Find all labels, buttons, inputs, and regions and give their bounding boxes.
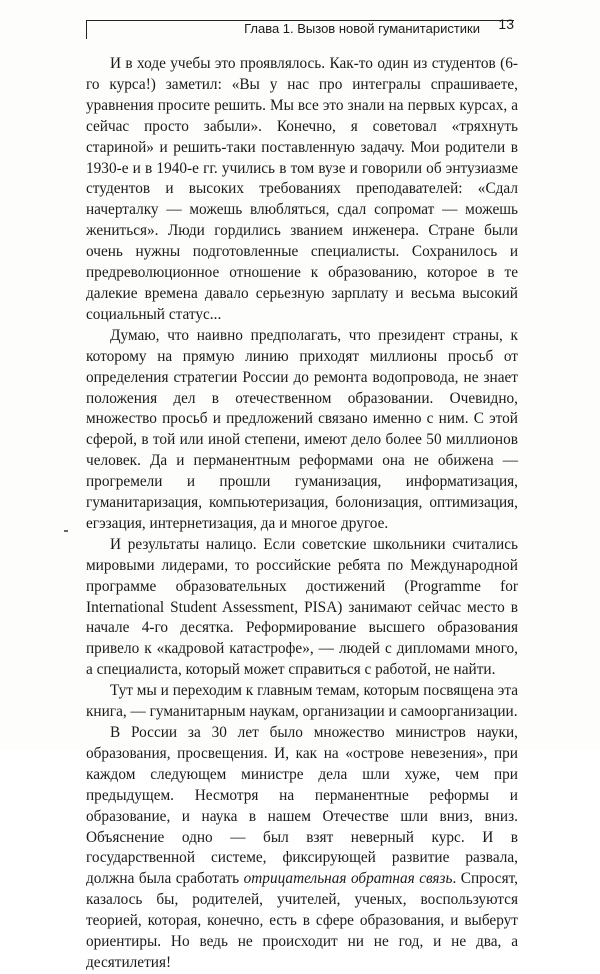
paragraph: Думаю, что наивно предполагать, что президент страны, к которому на прямую линию приходят миллионы просьб от определения стратегии России до ремонта водопровода, не знает положения дел в отечественном образовании. Очевидно, множество просьб и предложений связано именно с ним. С этой сферой, в той или иной степени, имеют дело более 50 миллионов человек. Да и перманентным реформами она не обижена — прогремели и прошли гуманизация, информатизация, гуманитаризация, компьютеризация, болонизация, оптимизация, егэзация, интернетизация, да и многое другое. — [86, 326, 518, 532]
paragraph-text: . Спросят, казалось бы, родителей, учителей, ученых, воспользуются теорией, которая, конечно, есть в сфере образования, и выберут ориентиры. Но ведь не происходит ни не год, и не два, а десятилетия! — [86, 870, 518, 971]
page-number: 13 — [498, 16, 514, 32]
margin-mark — [64, 530, 68, 532]
paragraph: И в ходе учебы это проявлялось. Как-то один из студентов (6-го курса!) заметил: «Вы у нас про интегралы спрашиваете, уравнения просите решить. Мы все это знали на первых курсах, а сейчас просто забыли». Конечно, я советовал «тряхнуть стариной» и решить-таки поставленную задачу. Мои родители в 1930-е и в 1940-е гг. учились в том вузе и говорили об энтузиазме студентов и высоких требованиях преподавателей: «Сдал начерталку — можешь влюбляться, сдал сопромат — можешь жениться». Люди гордились званием инженера. Стране были очень нужны подготовленные специалисты. Сохранилось и предреволюционное отношение к образованию, которое в те далекие времена давало серьезную зарплату и весьма высокий социальный статус... — [86, 55, 518, 323]
body-text — [86, 54, 518, 974]
emphasis-text: отрицательная обратная связь — [243, 870, 453, 888]
paragraph — [86, 723, 518, 974]
paragraph: Тут мы и переходим к главным темам, которым посвящена эта книга, — гуманитарным наукам, организации и самоорганизации. — [86, 682, 518, 721]
running-head — [86, 14, 514, 38]
paragraph-text: В России за 30 лет было множество министров науки, образования, просвещения. И, как на «острове невезения», при каждом следующем министре дела шли хуже, чем при предыдущем. Несмотря на перманентные реформы и образование, и наука в нашем Отечестве шли вниз, вниз. Объяснение одно — был взят неверный курс. И в государственной системе, фиксирующей развитие развала, должна была сработать — [86, 724, 518, 888]
chapter-title: Глава 1. Вызов новой гуманитаристики — [244, 20, 480, 36]
paragraph: И результаты налицо. Если советские школьники считались мировыми лидерами, то российские ребята по Международной программе образовательных достижений (Programme for International Student Assessment, PISA) занимают сейчас место в начале 4-го десятка. Реформирование высшего образования привело к «кадровой катастрофе», — людей с дипломами много, а специалиста, который может справиться с работой, не найти. — [86, 535, 518, 679]
